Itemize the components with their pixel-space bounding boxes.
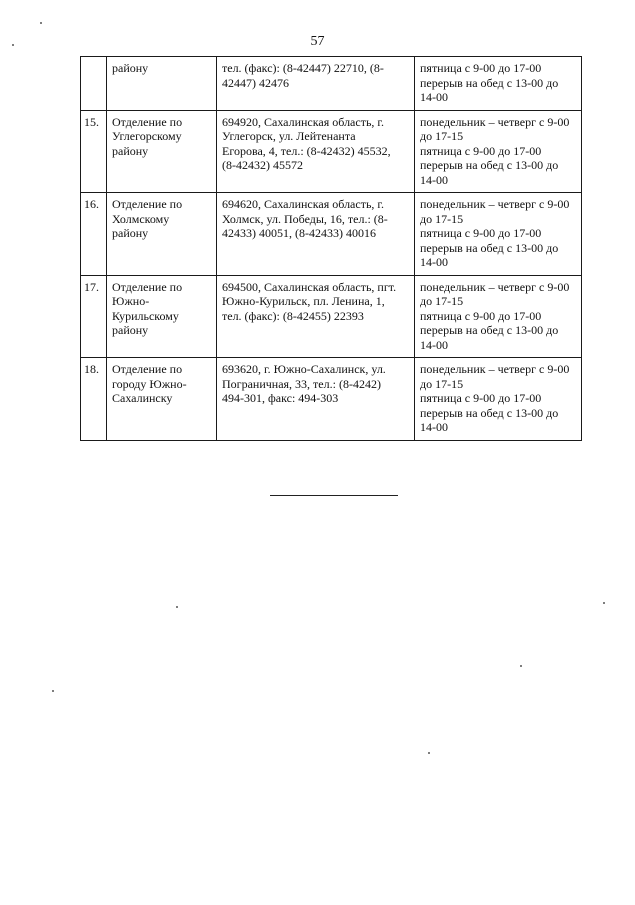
scan-speck [428, 752, 430, 754]
table-row [81, 57, 582, 111]
hours-line: понедельник – четверг с 9-00 [420, 362, 570, 376]
hours-line: 14-00 [420, 337, 448, 352]
hours-cell [415, 193, 582, 276]
scan-speck [176, 606, 178, 608]
hours-line: 14-00 [420, 172, 448, 187]
address-cell [217, 193, 415, 276]
address-line: Егорова, 4, тел.: (8-42432) 45532, [222, 143, 391, 158]
office-name-line: району [112, 143, 149, 158]
table-row [81, 110, 582, 193]
address-line: Южно-Курильск, пл. Ленина, 1, [222, 294, 385, 308]
office-name-line: Углегорскому [112, 129, 182, 143]
office-name-line: району [112, 226, 149, 240]
address-line: 694920, Сахалинская область, г. [222, 114, 384, 129]
office-name-line: городу Южно- [112, 376, 187, 391]
hours-line: перерыв на обед с 13-00 до [420, 405, 559, 420]
hours-line: понедельник – четверг с 9-00 [420, 279, 570, 294]
office-name-cell [107, 358, 217, 441]
scan-speck [52, 690, 54, 692]
scan-speck [520, 665, 522, 667]
address-line: 694620, Сахалинская область, г. [222, 197, 384, 211]
office-name-line: Сахалинску [112, 391, 173, 405]
row-number-cell: 15. [81, 110, 107, 193]
hours-line: пятница с 9-00 до 17-00 [420, 61, 542, 75]
hours-cell [415, 275, 582, 358]
office-name-cell [107, 193, 217, 276]
hours-line: перерыв на обед с 13-00 до [420, 75, 559, 90]
hours-line: до 17-15 [420, 376, 464, 391]
hours-line: пятница с 9-00 до 17-00 [420, 391, 542, 405]
office-name-line: Холмскому [112, 211, 170, 226]
hours-line: понедельник – четверг с 9-00 [420, 114, 570, 129]
address-line: (8-42432) 45572 [222, 158, 303, 172]
hours-line: 14-00 [420, 90, 448, 104]
hours-line: понедельник – четверг с 9-00 [420, 197, 570, 211]
table-row [81, 358, 582, 441]
office-name-line: Курильскому [112, 308, 179, 323]
scan-speck [40, 22, 42, 24]
offices-table-body [81, 57, 582, 441]
address-line: 42447) 42476 [222, 75, 289, 90]
page-number: 57 [310, 34, 325, 49]
address-cell [217, 110, 415, 193]
office-name-line: Отделение по [112, 362, 183, 376]
address-line: Углегорск, ул. Лейтенанта [222, 129, 356, 143]
hours-line: перерыв на обед с 13-00 до [420, 240, 559, 255]
offices-table [80, 56, 582, 441]
address-line: Холмск, ул. Победы, 16, тел.: (8- [222, 211, 388, 226]
hours-line: 14-00 [420, 420, 448, 434]
office-name-line: Отделение по [112, 114, 183, 129]
table-row [81, 275, 582, 358]
office-name-line: Южно- [112, 294, 150, 308]
address-line: 694500, Сахалинская область, пгт. [222, 279, 397, 294]
hours-cell [415, 358, 582, 441]
address-line: 693620, г. Южно-Сахалинск, ул. [222, 362, 386, 376]
office-name-cell [107, 275, 217, 358]
address-line: тел. (факс): (8-42447) 22710, (8- [222, 61, 384, 75]
hours-line: перерыв на обед с 13-00 до [420, 158, 559, 172]
office-name-line: Отделение по [112, 279, 183, 294]
hours-line: пятница с 9-00 до 17-00 [420, 308, 542, 323]
address-line: 42433) 40051, (8-42433) 40016 [222, 226, 376, 240]
hours-line: пятница с 9-00 до 17-00 [420, 226, 542, 240]
table-row [81, 193, 582, 276]
office-name-line: району [112, 61, 149, 75]
address-cell [217, 358, 415, 441]
address-cell [217, 275, 415, 358]
address-line: 494-301, факс: 494-303 [222, 391, 339, 405]
hours-line: до 17-15 [420, 211, 464, 226]
hours-cell [415, 110, 582, 193]
address-line: Пограничная, 33, тел.: (8-4242) [222, 376, 381, 391]
office-name-line: Отделение по [112, 197, 183, 211]
hours-line: перерыв на обед с 13-00 до [420, 323, 559, 337]
office-name-cell [107, 110, 217, 193]
hours-line: до 17-15 [420, 294, 464, 308]
office-name-line: району [112, 323, 149, 337]
office-name-cell [107, 57, 217, 111]
row-number-cell [81, 57, 107, 111]
row-number-cell: 17. [81, 275, 107, 358]
row-number-cell: 16. [81, 193, 107, 276]
row-number-cell: 18. [81, 358, 107, 441]
address-cell [217, 57, 415, 111]
hours-line: до 17-15 [420, 129, 464, 143]
scan-speck [603, 602, 605, 604]
hours-line: 14-00 [420, 255, 448, 269]
hours-cell [415, 57, 582, 111]
scan-speck [12, 44, 14, 46]
end-separator-line [270, 495, 398, 496]
hours-line: пятница с 9-00 до 17-00 [420, 143, 542, 158]
address-line: тел. (факс): (8-42455) 22393 [222, 308, 364, 323]
